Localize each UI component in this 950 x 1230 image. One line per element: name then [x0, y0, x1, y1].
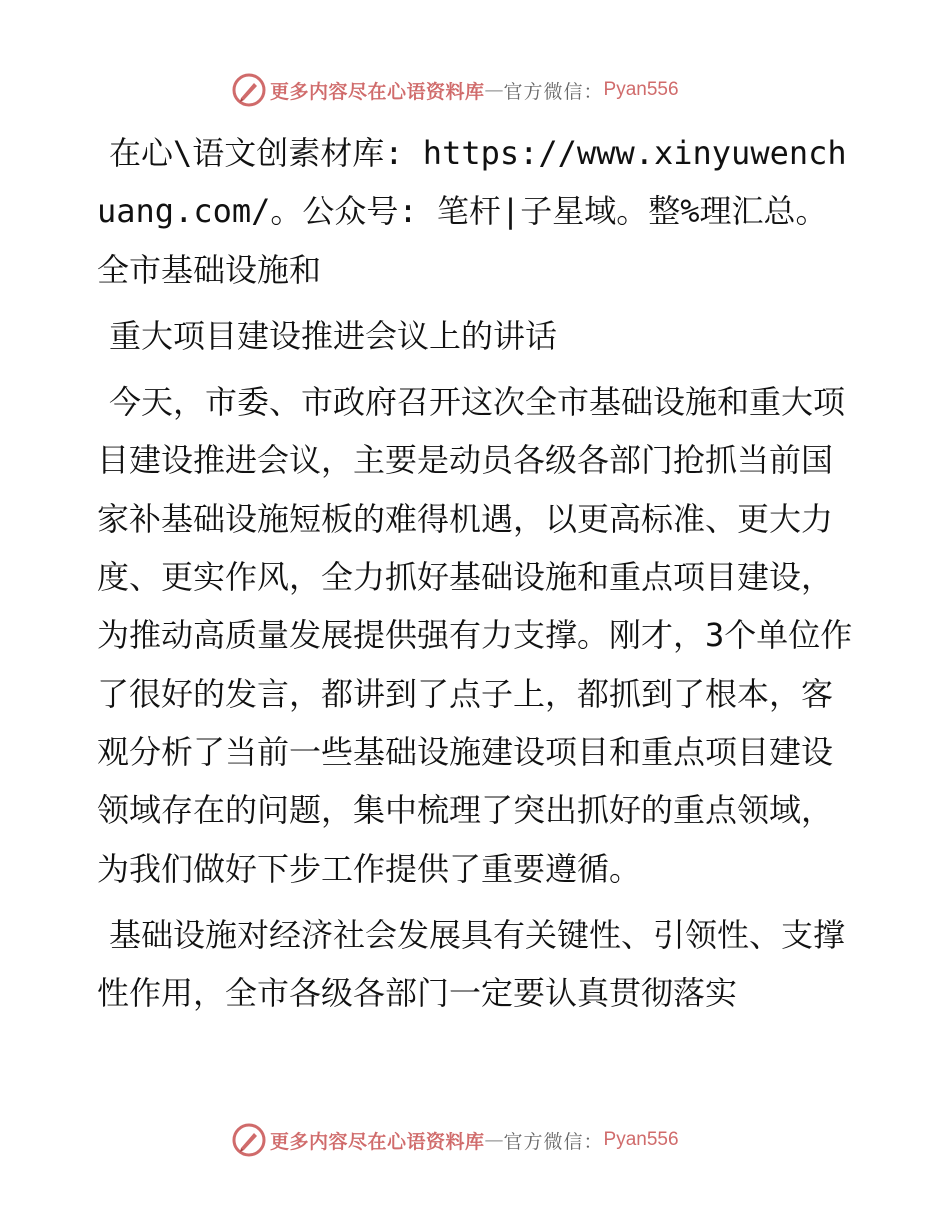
- document-intro-paragraph: 在心\语文创素材库: https://www.xinyuwenchuang.com/。公众号: 笔杆|子星域。整%理汇总。全市基础设施和: [97, 134, 847, 289]
- watermark-side-text: 官方微信：: [503, 80, 604, 103]
- document-paragraph: 基础设施对经济社会发展具有关键性、引领性、支撑性作用，全市各级各部门一定要认真贯彻落实: [97, 915, 846, 1013]
- document-title: 重大项目建设推进会议上的讲话: [109, 316, 558, 355]
- pen-logo-icon: [232, 73, 266, 107]
- watermark-dash: —: [484, 79, 504, 101]
- watermark-wechat-id: Pyan556: [603, 1129, 679, 1150]
- watermark-main-text: 更多内容尽在心语资料库: [270, 1130, 485, 1153]
- watermark-dash: —: [484, 1129, 504, 1151]
- watermark-side-text: 官方微信：: [503, 1130, 604, 1153]
- document-body: [97, 124, 857, 1022]
- watermark-footer: [232, 1123, 679, 1157]
- pen-logo-icon: [232, 1123, 266, 1157]
- document-paragraph: 今天，市委、市政府召开这次全市基础设施和重大项目建设推进会议，主要是动员各级各部门抢抓当前国家补基础设施短板的难得机遇，以更高标准、更大力度、更实作风，全力抓好基础设施和重点项目建设，为推动高质量发展提供强有力支撑。刚才，3个单位作了很好的发言，都讲到了点子上，都抓到了根本，客观分析了当前一些基础设施建设项目和重点项目建设领域存在的问题，集中梳理了突出抓好的重点领域，为我们做好下步工作提供了重要遵循。: [97, 383, 853, 888]
- watermark-header: [232, 73, 679, 107]
- watermark-wechat-id: Pyan556: [603, 79, 679, 100]
- watermark-main-text: 更多内容尽在心语资料库: [270, 80, 485, 103]
